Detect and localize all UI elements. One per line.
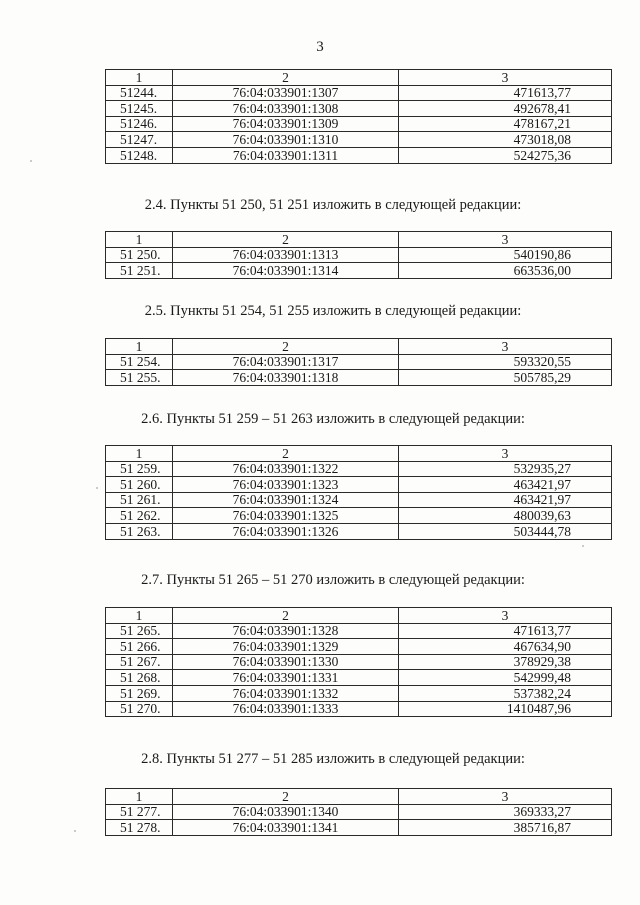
cadastral-number: 76:04:033901:1307 — [173, 85, 399, 101]
table-row — [106, 132, 612, 148]
cadastral-number: 76:04:033901:1333 — [173, 701, 399, 717]
table-row — [106, 461, 612, 477]
value-cell: 593320,55 — [399, 354, 612, 370]
registry-table-3 — [105, 338, 612, 386]
registry-table-1 — [105, 69, 612, 164]
column-header: 2 — [173, 339, 399, 355]
cadastral-number: 76:04:033901:1340 — [173, 804, 399, 820]
item-number: 51 263. — [106, 523, 173, 539]
cadastral-number: 76:04:033901:1313 — [173, 247, 399, 263]
table-row — [106, 85, 612, 101]
item-number: 51244. — [106, 85, 173, 101]
item-number: 51 269. — [106, 685, 173, 701]
scan-speck — [96, 487, 98, 489]
scan-speck — [74, 830, 76, 832]
table-header-row — [106, 70, 612, 86]
cadastral-number: 76:04:033901:1318 — [173, 370, 399, 386]
column-header: 2 — [173, 789, 399, 805]
section-heading: 2.4. Пункты 51 250, 51 251 изложить в следующей редакции: — [144, 197, 522, 213]
table-header-row — [106, 232, 612, 248]
value-cell: 385716,87 — [399, 820, 612, 836]
item-number: 51245. — [106, 101, 173, 117]
cadastral-number: 76:04:033901:1331 — [173, 670, 399, 686]
item-number: 51 261. — [106, 492, 173, 508]
cadastral-number: 76:04:033901:1324 — [173, 492, 399, 508]
column-header: 3 — [399, 608, 612, 624]
registry-table-6 — [105, 788, 612, 836]
item-number: 51 278. — [106, 820, 173, 836]
table-row — [106, 654, 612, 670]
column-header: 3 — [399, 232, 612, 248]
table-row — [106, 701, 612, 717]
column-header: 1 — [106, 608, 173, 624]
column-header: 1 — [106, 789, 173, 805]
table-row — [106, 492, 612, 508]
column-header: 1 — [106, 446, 173, 462]
table-row — [106, 670, 612, 686]
section-heading: 2.8. Пункты 51 277 – 51 285 изложить в следующей редакции: — [141, 751, 525, 767]
value-cell: 471613,77 — [399, 85, 612, 101]
value-cell: 532935,27 — [399, 461, 612, 477]
value-cell: 467634,90 — [399, 639, 612, 655]
value-cell: 478167,21 — [399, 116, 612, 132]
item-number: 51 267. — [106, 654, 173, 670]
cadastral-number: 76:04:033901:1325 — [173, 508, 399, 524]
table-row — [106, 804, 612, 820]
cadastral-number: 76:04:033901:1314 — [173, 263, 399, 279]
cadastral-number: 76:04:033901:1330 — [173, 654, 399, 670]
value-cell: 663536,00 — [399, 263, 612, 279]
value-cell: 503444,78 — [399, 523, 612, 539]
column-header: 1 — [106, 70, 173, 86]
value-cell: 537382,24 — [399, 685, 612, 701]
cadastral-number: 76:04:033901:1323 — [173, 477, 399, 493]
cadastral-number: 76:04:033901:1329 — [173, 639, 399, 655]
scan-speck — [582, 545, 584, 547]
cadastral-number: 76:04:033901:1332 — [173, 685, 399, 701]
item-number: 51248. — [106, 147, 173, 163]
item-number: 51 277. — [106, 804, 173, 820]
cadastral-number: 76:04:033901:1326 — [173, 523, 399, 539]
table-row — [106, 523, 612, 539]
table-row — [106, 101, 612, 117]
scan-speck — [30, 160, 32, 162]
column-header: 1 — [106, 232, 173, 248]
value-cell: 378929,38 — [399, 654, 612, 670]
table-row — [106, 639, 612, 655]
registry-table-5 — [105, 607, 612, 717]
column-header: 2 — [173, 232, 399, 248]
table-header-row — [106, 608, 612, 624]
value-cell: 540190,86 — [399, 247, 612, 263]
value-cell: 463421,97 — [399, 477, 612, 493]
value-cell: 471613,77 — [399, 623, 612, 639]
column-header: 1 — [106, 339, 173, 355]
value-cell: 524275,36 — [399, 147, 612, 163]
item-number: 51 254. — [106, 354, 173, 370]
section-heading: 2.7. Пункты 51 265 – 51 270 изложить в следующей редакции: — [141, 572, 525, 588]
item-number: 51 259. — [106, 461, 173, 477]
column-header: 2 — [173, 446, 399, 462]
table-row — [106, 247, 612, 263]
cadastral-number: 76:04:033901:1328 — [173, 623, 399, 639]
table-row — [106, 263, 612, 279]
column-header: 3 — [399, 339, 612, 355]
item-number: 51246. — [106, 116, 173, 132]
column-header: 2 — [173, 70, 399, 86]
item-number: 51 255. — [106, 370, 173, 386]
table-row — [106, 820, 612, 836]
cadastral-number: 76:04:033901:1308 — [173, 101, 399, 117]
item-number: 51 265. — [106, 623, 173, 639]
value-cell: 369333,27 — [399, 804, 612, 820]
table-row — [106, 354, 612, 370]
item-number: 51 266. — [106, 639, 173, 655]
value-cell: 492678,41 — [399, 101, 612, 117]
cadastral-number: 76:04:033901:1341 — [173, 820, 399, 836]
column-header: 2 — [173, 608, 399, 624]
cadastral-number: 76:04:033901:1309 — [173, 116, 399, 132]
item-number: 51 251. — [106, 263, 173, 279]
value-cell: 473018,08 — [399, 132, 612, 148]
table-header-row — [106, 789, 612, 805]
table-header-row — [106, 446, 612, 462]
section-heading: 2.5. Пункты 51 254, 51 255 изложить в следующей редакции: — [144, 303, 522, 319]
value-cell: 542999,48 — [399, 670, 612, 686]
item-number: 51 250. — [106, 247, 173, 263]
table-row — [106, 685, 612, 701]
table-row — [106, 508, 612, 524]
item-number: 51 268. — [106, 670, 173, 686]
table-row — [106, 370, 612, 386]
cadastral-number: 76:04:033901:1311 — [173, 147, 399, 163]
cadastral-number: 76:04:033901:1322 — [173, 461, 399, 477]
table-header-row — [106, 339, 612, 355]
table-row — [106, 623, 612, 639]
cadastral-number: 76:04:033901:1310 — [173, 132, 399, 148]
value-cell: 480039,63 — [399, 508, 612, 524]
column-header: 3 — [399, 446, 612, 462]
table-row — [106, 147, 612, 163]
registry-table-2 — [105, 231, 612, 279]
column-header: 3 — [399, 789, 612, 805]
cadastral-number: 76:04:033901:1317 — [173, 354, 399, 370]
item-number: 51 260. — [106, 477, 173, 493]
column-header: 3 — [399, 70, 612, 86]
value-cell: 463421,97 — [399, 492, 612, 508]
item-number: 51 262. — [106, 508, 173, 524]
value-cell: 1410487,96 — [399, 701, 612, 717]
table-row — [106, 116, 612, 132]
item-number: 51 270. — [106, 701, 173, 717]
value-cell: 505785,29 — [399, 370, 612, 386]
table-row — [106, 477, 612, 493]
section-heading: 2.6. Пункты 51 259 – 51 263 изложить в следующей редакции: — [141, 411, 525, 427]
registry-table-4 — [105, 445, 612, 540]
page-number: 3 — [316, 39, 324, 55]
item-number: 51247. — [106, 132, 173, 148]
